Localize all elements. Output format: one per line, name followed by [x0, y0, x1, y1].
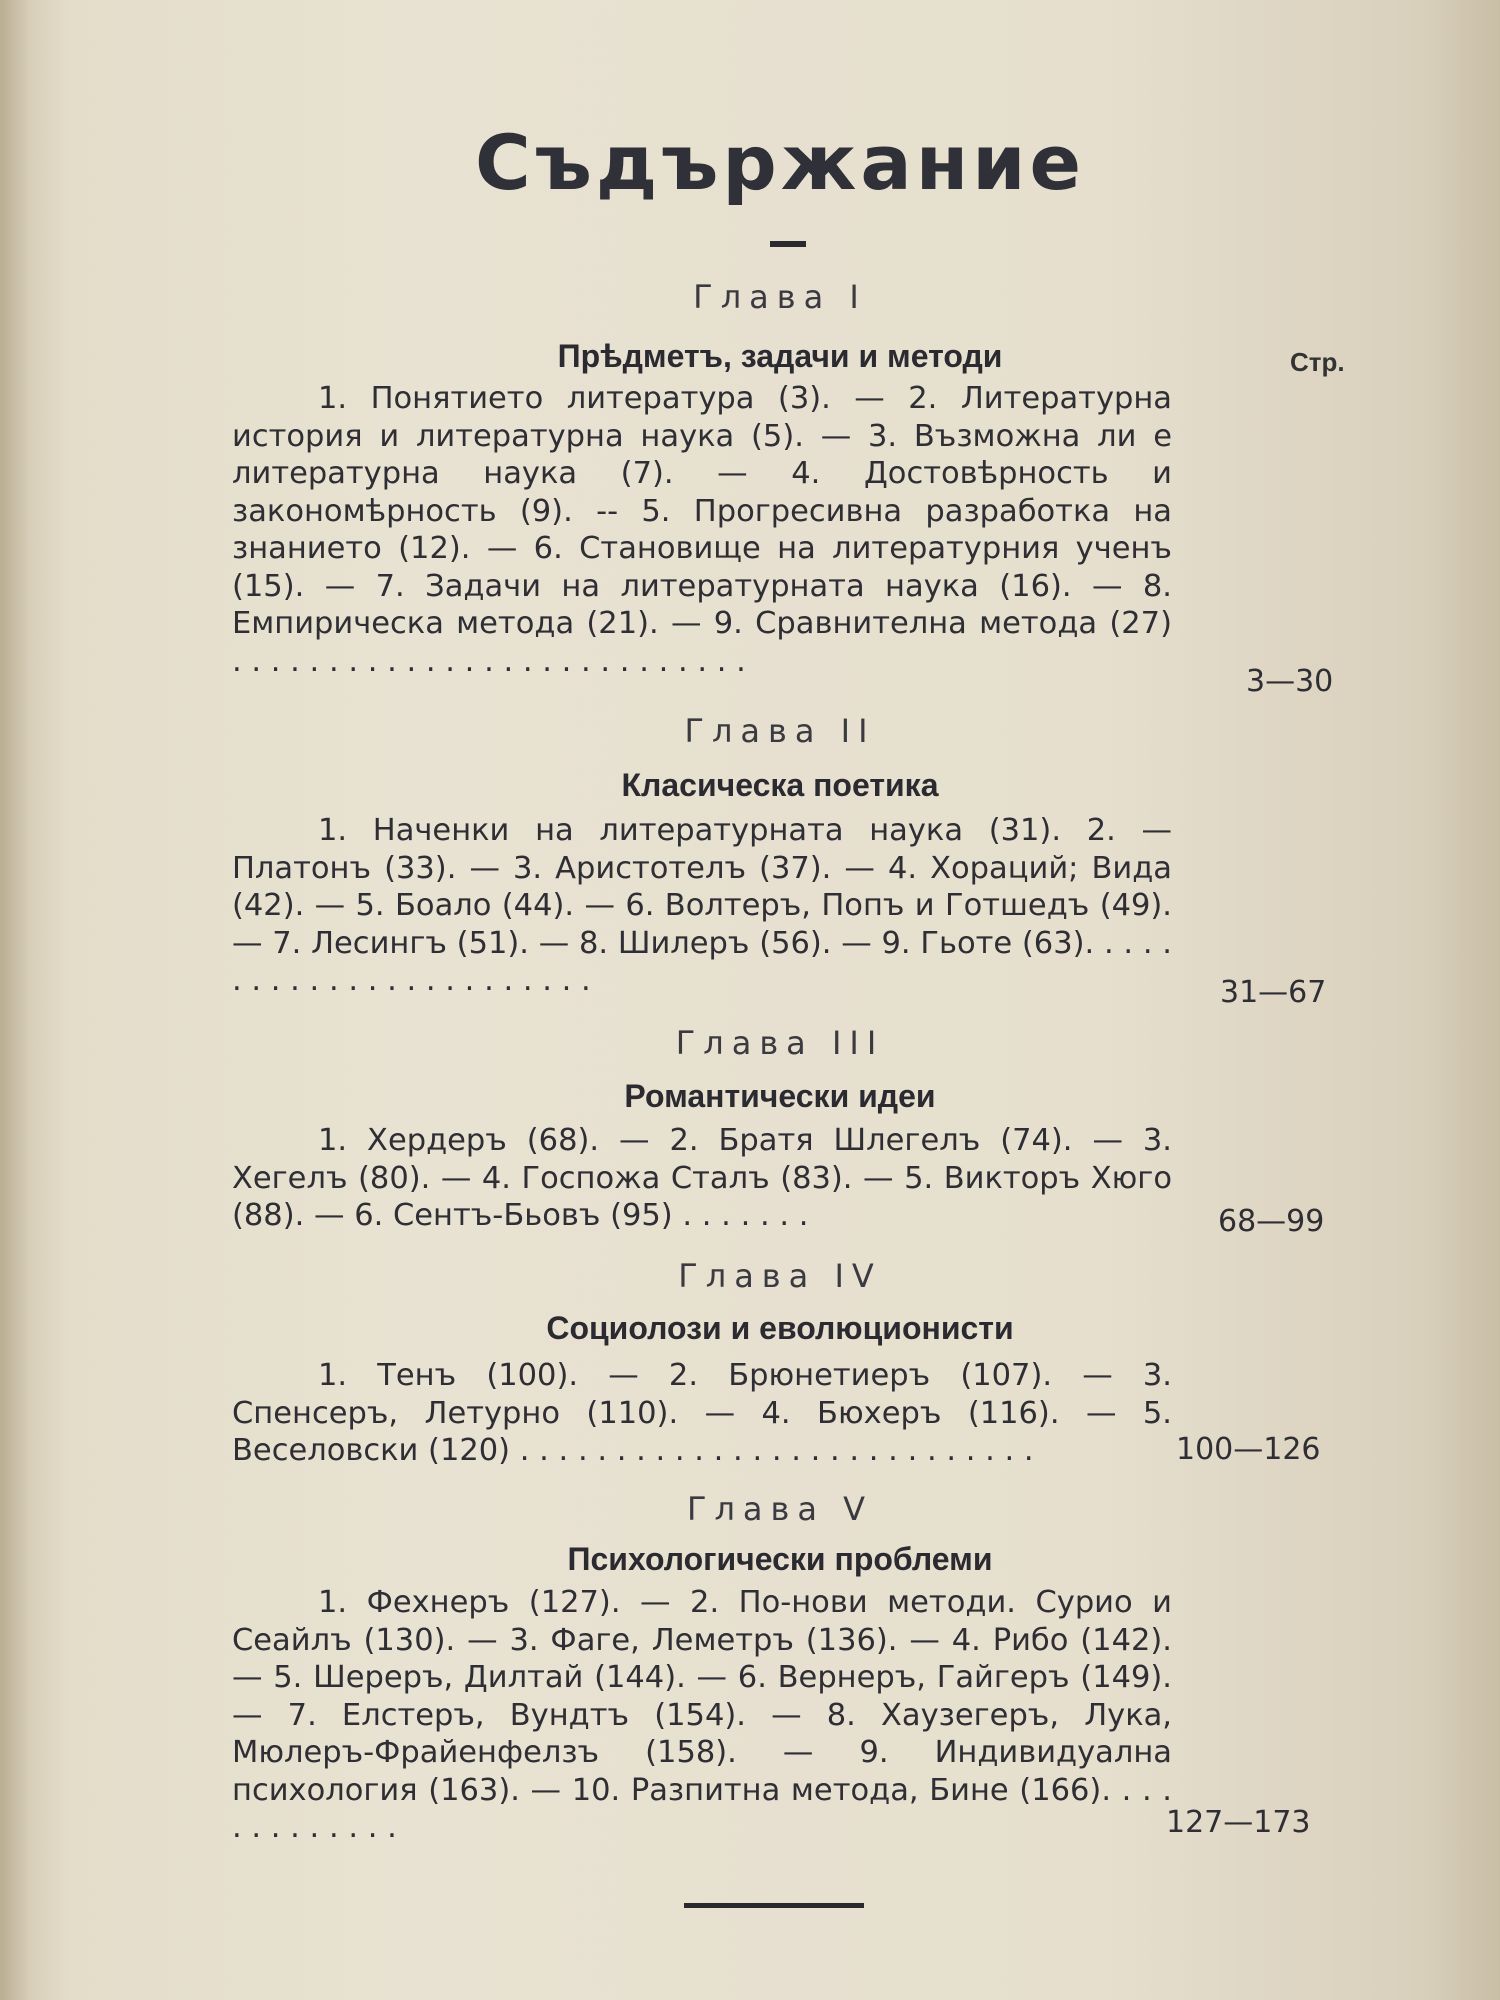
chapter-4-title: Социолози и еволюционисти	[546, 1310, 1014, 1346]
chapter-3-label: Глава III	[675, 1024, 885, 1062]
chapter-2-label: Глава II	[684, 712, 876, 750]
chapter-3-entries: 1. Хердеръ (68). — 2. Братя Шлегелъ (74). — 3. Хегелъ (80). — 4. Госпожа Сталъ (83). — 5. Викторъ Хюго (88). — 6. Сентъ-Бьовъ (95) . . . . . . .	[232, 1123, 1172, 1233]
chapter-4-label: Глава IV	[678, 1257, 882, 1295]
chapter-5-label: Глава V	[686, 1490, 874, 1528]
chapter-1-title: Прѣдметъ, задачи и методи	[557, 338, 1003, 374]
chapter-1-pages: 3—30	[1246, 664, 1334, 699]
chapter-5-entries: 1. Фехнеръ (127). — 2. По-нови методи. Сурио и Сеайлъ (130). — 3. Фаге, Леметръ (136). — 4. Рибо (142). — 5. Шереръ, Дилтай (144). — 6. Вернеръ, Гайгеръ (149). — 7. Елстеръ, Вундтъ (154). — 8. Хаузегеръ, Лука, Мюлеръ-Фрайенфелзъ (158). — 9. Индивидуална психология (163). — 10. Разпитна метода, Бине (166). . . . . . . . . . . . .	[232, 1585, 1172, 1845]
chapter-5-pages: 127—173	[1166, 1805, 1311, 1840]
end-rule	[684, 1903, 864, 1908]
chapter-2-pages: 31—67	[1220, 975, 1327, 1010]
chapter-2-entries: 1. Наченки на литературната наука (31). 2. — Платонъ (33). — 3. Аристотелъ (37). — 4. Хораций; Вида (42). — 5. Боало (44). — 6. Волтеръ, Попъ и Готшедъ (49). — 7. Лесингъ (51). — 8. Шилеръ (56). — 9. Гьоте (63). . . . . . . . . . . . . . . . . . . . . . . .	[232, 813, 1172, 998]
chapter-4-pages: 100—126	[1176, 1432, 1321, 1467]
chapter-4-entries: 1. Тенъ (100). — 2. Брюнетиеръ (107). — 3. Спенсеръ, Летурно (110). — 4. Бюхеръ (116). — 5. Веселовски (120) . . . . . . . . . . . . . . . . . . . . . . . . . . .	[232, 1358, 1172, 1468]
chapter-2-title: Класическа поетика	[621, 767, 939, 803]
chapter-5-title: Психологически проблеми	[567, 1541, 993, 1577]
page-title: Съдържание	[475, 118, 1085, 207]
chapter-3-pages: 68—99	[1218, 1204, 1325, 1239]
title-rule	[770, 241, 806, 247]
pages-column-header: Стр.	[1290, 347, 1345, 377]
chapter-1-label: Глава I	[693, 278, 867, 316]
chapter-1-entries: 1. Понятието литература (3). — 2. Литературна история и литературна наука (5). — 3. Възможна ли е литературна наука (7). — 4. Достовѣрность и закономѣрность (9). -- 5. Прогресивна разработка на знанието (12). — 6. Становище на литературния ученъ (15). — 7. Задачи на литературната наука (16). — 8. Емпирическа метода (21). — 9. Сравнителна метода (27) . . . . . . . . . . . . . . . . . . . . . . . . . . .	[232, 381, 1172, 679]
chapter-3-title: Романтически идеи	[624, 1078, 936, 1114]
